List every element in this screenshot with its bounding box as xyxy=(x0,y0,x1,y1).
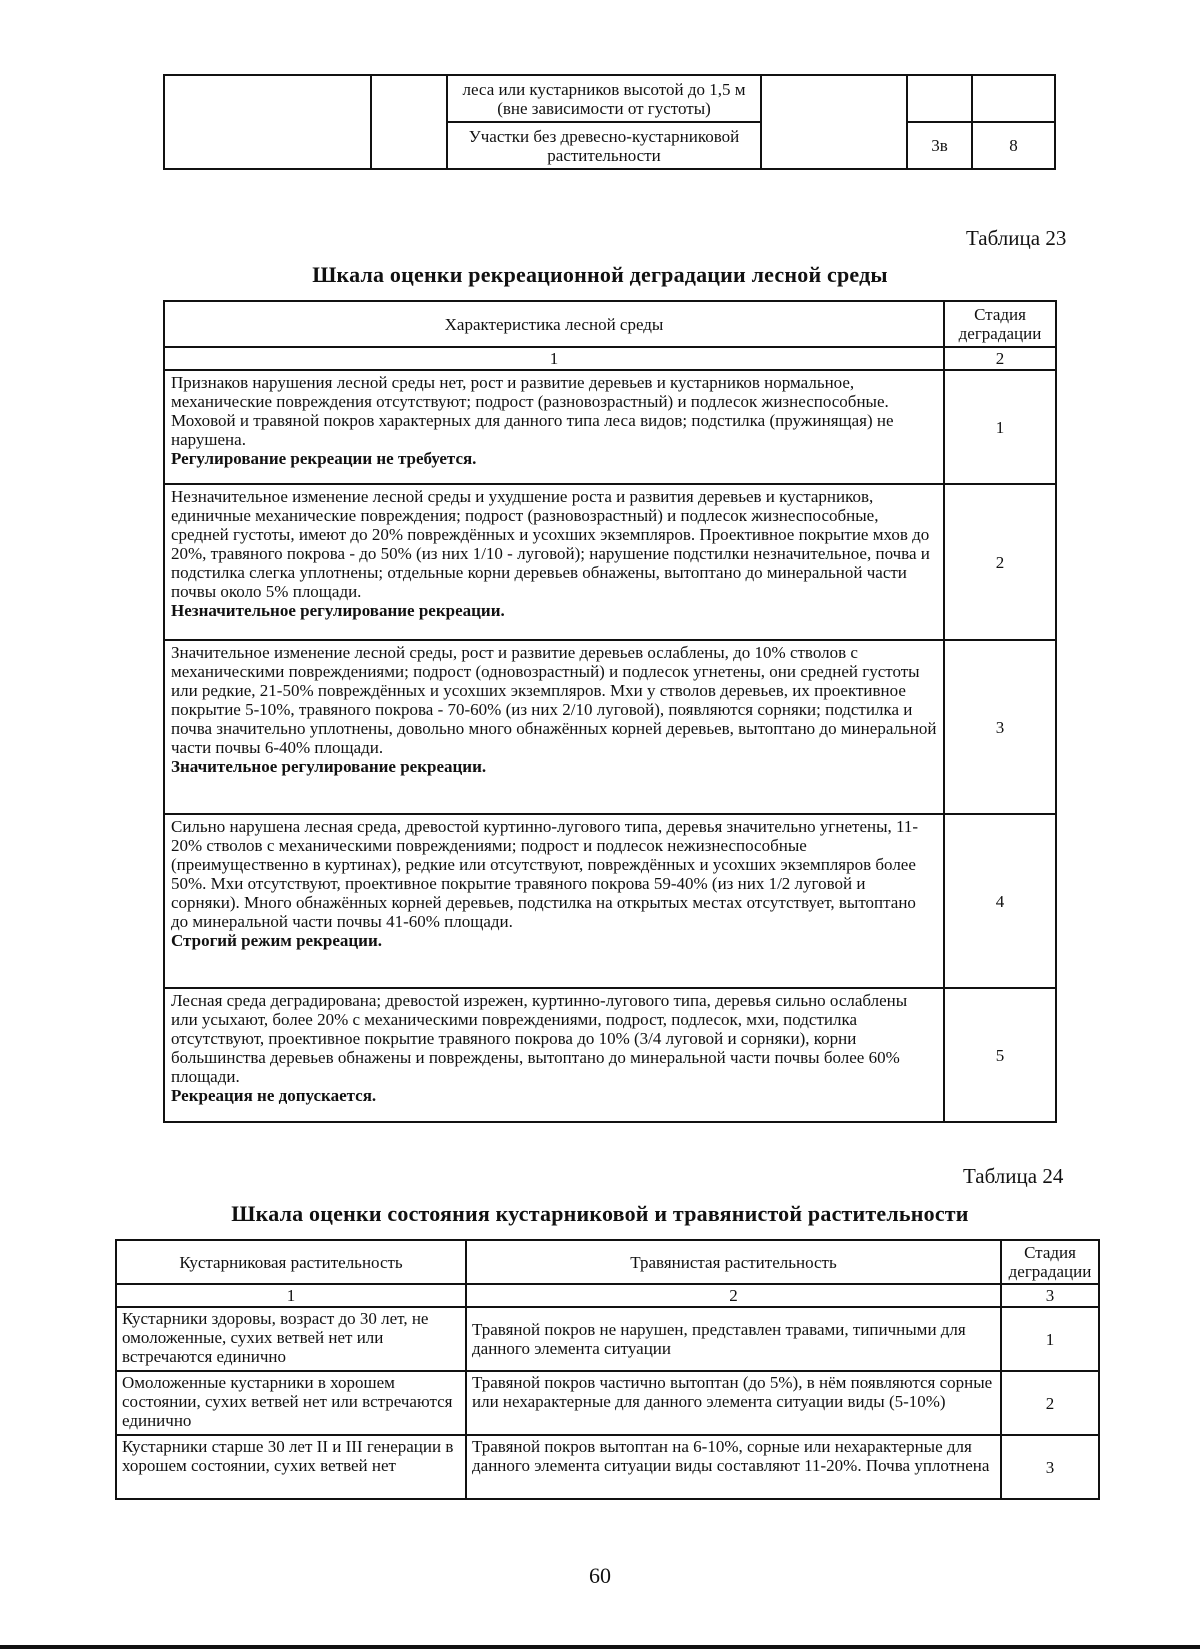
column-number: 3 xyxy=(1001,1284,1099,1307)
header-row xyxy=(116,1240,1099,1284)
stage-cell: 4 xyxy=(944,814,1056,988)
regulation-text: Незначительное регулирование рекреации. xyxy=(171,601,505,620)
regulation-text: Регулирование рекреации не требуется. xyxy=(171,449,477,468)
regulation-text: Строгий режим рекреации. xyxy=(171,931,383,950)
regulation-text: Значительное регулирование рекреации. xyxy=(171,757,487,776)
stage-cell: 2 xyxy=(1001,1371,1099,1435)
empty-cell xyxy=(371,75,447,169)
table-24 xyxy=(115,1239,1100,1500)
cell-score: 8 xyxy=(972,122,1055,169)
characteristic-text: Лесная среда деградирована; древостой изрежен, куртинно-лугового типа, деревья сильно ослаблены или усыхают, более 20% с механическими повреждениями, подрост, подлесок, мхи, подстилка отсутствуют, проективное покрытие травяного покрова до 10% (3/4 луговой и сорняки), корни большинства деревьев обнажены и повреждены, вытоптано до минеральной части почвы более 60% площади. xyxy=(171,991,908,1086)
characteristic-cell xyxy=(164,640,944,814)
stage-cell: 3 xyxy=(944,640,1056,814)
stage-cell: 3 xyxy=(1001,1435,1099,1499)
regulation-text: Рекреация не допускается. xyxy=(171,1086,377,1105)
table-row xyxy=(164,814,1056,988)
empty-cell xyxy=(164,75,371,169)
characteristic-cell xyxy=(164,814,944,988)
table-row xyxy=(116,1371,1099,1435)
table-23-title: Шкала оценки рекреационной деградации лесной среды xyxy=(312,262,888,287)
characteristic-cell xyxy=(164,484,944,640)
header-stage: Стадия деградации xyxy=(1001,1240,1099,1284)
table-row xyxy=(164,640,1056,814)
stage-cell: 5 xyxy=(944,988,1056,1122)
header-characteristic: Характеристика лесной среды xyxy=(164,301,944,347)
stage-cell: 1 xyxy=(1001,1307,1099,1371)
table-row xyxy=(116,1435,1099,1499)
characteristic-text: Незначительное изменение лесной среды и ухудшение роста и развития деревьев и кустарников, единичные механические повреждения; подрост (разновозрастный) и подлесок жизнеспособные, средней густоты, имеют до 20% повреждённых и усохших экземпляров. Проективное покрытие мхов до 20%, травяного покрова - до 50% (из них 1/10 - луговой); нарушение подстилки незначительное, почва и подстилка слегка уплотнены; отдельные корни деревьев обнажены, вытоптано до минеральной части почвы около 5% площади. xyxy=(171,487,930,601)
top-table xyxy=(163,74,1056,170)
characteristic-text: Значительное изменение лесной среды, рост и развитие деревьев ослаблены, до 10% стволов с механическими повреждениями; подрост (одновозрастный) и подлесок угнетены, они средней густоты или редкие, 21-50% повреждённых и усохших экземпляров. Мхи у стволов деревьев, их проективное покрытие 5-10%, травяного покрова - 70-60% (из них 2/10 луговой), появляются сорняки; подстилка и почва значительно уплотнены, довольно много обнажённых корней деревьев, вытоптано до минеральной части почвы 6-40% площади. xyxy=(171,643,937,757)
characteristic-cell xyxy=(164,988,944,1122)
cell-text: Участки без древесно-кустарниковой растительности xyxy=(447,122,761,169)
header-row xyxy=(164,301,1056,347)
table-row xyxy=(164,370,1056,484)
stage-cell: 1 xyxy=(944,370,1056,484)
header-grass: Травянистая растительность xyxy=(466,1240,1001,1284)
table-row xyxy=(164,75,1055,122)
table-row xyxy=(116,1307,1099,1371)
grass-cell: Травяной покров вытоптан на 6-10%, сорные или нехарактерные для данного элемента ситуации виды составляют 11-20%. Почва уплотнена xyxy=(466,1435,1001,1499)
column-number: 1 xyxy=(116,1284,466,1307)
number-row xyxy=(116,1284,1099,1307)
table-23 xyxy=(163,300,1057,1123)
page-number: 60 xyxy=(589,1563,611,1588)
grass-cell: Травяной покров не нарушен, представлен травами, типичными для данного элемента ситуации xyxy=(466,1307,1001,1371)
header-stage: Стадия деградации xyxy=(944,301,1056,347)
bottom-rule xyxy=(0,1645,1200,1649)
table-24-caption: Таблица 24 xyxy=(963,1164,1064,1188)
cell-text: леса или кустарников высотой до 1,5 м (вне зависимости от густоты) xyxy=(447,75,761,122)
characteristic-text: Признаков нарушения лесной среды нет, рост и развитие деревьев и кустарников нормальное, механические повреждения отсутствуют; подрост (разновозрастный) и подлесок жизнеспособные. Моховой и травяной покров характерных для данного типа леса видов; подстилка (пружинящая) не нарушена. xyxy=(171,373,894,449)
table-23-caption: Таблица 23 xyxy=(966,226,1067,250)
cell-code: 3в xyxy=(907,122,972,169)
characteristic-text: Сильно нарушена лесная среда, древостой куртинно-лугового типа, деревья значительно угнетены, 11-20% стволов с механическими повреждениями; подрост и подлесок нежизнеспособные (преимущественно в куртинах), редкие или отсутствуют, повреждённых и усохших экземпляров более 50%. Мхи отсутствуют, проективное покрытие травяного покрова 59-40% (из них 1/2 луговой и сорняки). Много обнажённых корней деревьев, подстилка на открытых местах отсутствует, вытоптано до минеральной части почвы 41-60% площади. xyxy=(171,817,919,931)
shrub-cell: Омоложенные кустарники в хорошем состоянии, сухих ветвей нет или встречаются единично xyxy=(116,1371,466,1435)
column-number: 2 xyxy=(944,347,1056,370)
cell-code xyxy=(907,75,972,122)
cell-score xyxy=(972,75,1055,122)
header-shrub: Кустарниковая растительность xyxy=(116,1240,466,1284)
table-row xyxy=(164,484,1056,640)
column-number: 2 xyxy=(466,1284,1001,1307)
shrub-cell: Кустарники старше 30 лет II и III генерации в хорошем состоянии, сухих ветвей нет xyxy=(116,1435,466,1499)
shrub-cell: Кустарники здоровы, возраст до 30 лет, не омоложенные, сухих ветвей нет или встречаются единично xyxy=(116,1307,466,1371)
grass-cell: Травяной покров частично вытоптан (до 5%), в нём появляются сорные или нехарактерные для данного элемента ситуации виды (5-10%) xyxy=(466,1371,1001,1435)
column-number: 1 xyxy=(164,347,944,370)
table-24-title: Шкала оценки состояния кустарниковой и травянистой растительности xyxy=(231,1201,969,1226)
number-row xyxy=(164,347,1056,370)
characteristic-cell xyxy=(164,370,944,484)
table-row xyxy=(164,988,1056,1122)
stage-cell: 2 xyxy=(944,484,1056,640)
empty-cell xyxy=(761,75,907,169)
